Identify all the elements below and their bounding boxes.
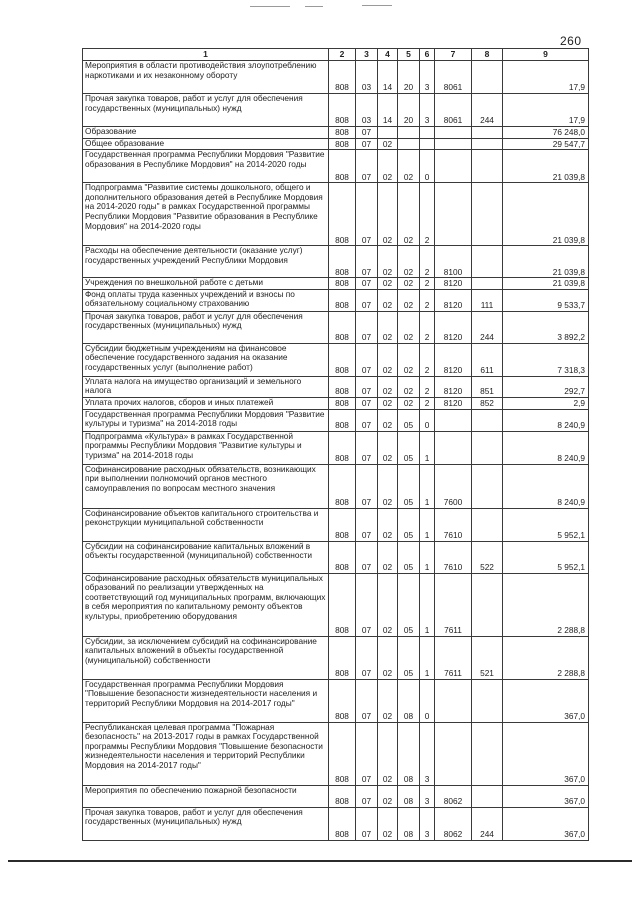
subsection-code: 02 bbox=[378, 150, 398, 183]
subprogram-code bbox=[420, 127, 435, 139]
target-article: 8061 bbox=[435, 61, 472, 94]
expense-type: 611 bbox=[472, 343, 503, 376]
subprogram-code: 2 bbox=[420, 397, 435, 409]
table-row bbox=[83, 785, 589, 807]
expense-type: 521 bbox=[472, 636, 503, 679]
amount: 21 039,8 bbox=[503, 150, 589, 183]
amount: 367,0 bbox=[503, 807, 589, 840]
table-row bbox=[83, 431, 589, 464]
table-row bbox=[83, 94, 589, 127]
amount: 21 039,8 bbox=[503, 246, 589, 278]
target-article: 8120 bbox=[435, 397, 472, 409]
expense-type: 522 bbox=[472, 541, 503, 573]
expense-type bbox=[472, 150, 503, 183]
subprogram-code: 1 bbox=[420, 636, 435, 679]
section-code: 07 bbox=[356, 311, 378, 343]
section-code: 07 bbox=[356, 343, 378, 376]
table-row bbox=[83, 343, 589, 376]
table-row bbox=[83, 573, 589, 636]
ministry-code: 808 bbox=[329, 541, 356, 573]
section-code: 07 bbox=[356, 127, 378, 139]
expense-type bbox=[472, 127, 503, 139]
ministry-code: 808 bbox=[329, 289, 356, 311]
expense-type bbox=[472, 246, 503, 278]
table-row bbox=[83, 722, 589, 785]
table-row bbox=[83, 636, 589, 679]
table-row bbox=[83, 807, 589, 840]
row-name: Образование bbox=[83, 127, 329, 139]
subprogram-code: 1 bbox=[420, 541, 435, 573]
program-code: 02 bbox=[398, 376, 420, 397]
expense-type bbox=[472, 464, 503, 508]
expense-type: 852 bbox=[472, 397, 503, 409]
subsection-code: 02 bbox=[378, 464, 398, 508]
subsection-code: 02 bbox=[378, 397, 398, 409]
row-name: Учреждения по внешкольной работе с детьми bbox=[83, 278, 329, 290]
target-article bbox=[435, 409, 472, 431]
subprogram-code: 1 bbox=[420, 573, 435, 636]
program-code: 02 bbox=[398, 343, 420, 376]
subsection-code: 14 bbox=[378, 61, 398, 94]
row-name: Прочая закупка товаров, работ и услуг для обеспечения государственных (муниципальных) нужд bbox=[83, 807, 329, 840]
subsection-code: 02 bbox=[378, 183, 398, 246]
page-number: 260 bbox=[560, 34, 582, 48]
table-row bbox=[83, 397, 589, 409]
col-header-program: 5 bbox=[398, 49, 420, 61]
target-article: 8062 bbox=[435, 807, 472, 840]
program-code: 05 bbox=[398, 636, 420, 679]
subprogram-code: 2 bbox=[420, 246, 435, 278]
table-row bbox=[83, 541, 589, 573]
ministry-code: 808 bbox=[329, 508, 356, 541]
row-name: Мероприятия в области противодействия злоупотреблению наркотиками и их незаконному обороту bbox=[83, 61, 329, 94]
subprogram-code: 3 bbox=[420, 61, 435, 94]
expense-type: 244 bbox=[472, 807, 503, 840]
program-code: 05 bbox=[398, 464, 420, 508]
program-code: 20 bbox=[398, 94, 420, 127]
ministry-code: 808 bbox=[329, 183, 356, 246]
program-code: 08 bbox=[398, 785, 420, 807]
expense-type bbox=[472, 409, 503, 431]
subprogram-code: 1 bbox=[420, 508, 435, 541]
section-code: 07 bbox=[356, 150, 378, 183]
target-article: 7600 bbox=[435, 464, 472, 508]
amount: 5 952,1 bbox=[503, 508, 589, 541]
amount: 367,0 bbox=[503, 679, 589, 722]
section-code: 07 bbox=[356, 573, 378, 636]
scan-artifact bbox=[362, 5, 392, 6]
subprogram-code: 1 bbox=[420, 431, 435, 464]
ministry-code: 808 bbox=[329, 246, 356, 278]
target-article: 7611 bbox=[435, 573, 472, 636]
amount: 2 288,8 bbox=[503, 573, 589, 636]
amount: 8 240,9 bbox=[503, 464, 589, 508]
ministry-code: 808 bbox=[329, 311, 356, 343]
subsection-code bbox=[378, 127, 398, 139]
amount: 292,7 bbox=[503, 376, 589, 397]
table-row bbox=[83, 278, 589, 290]
row-name: Субсидии бюджетным учреждениям на финансовое обеспечение государственного задания на оказание государственных услуг (выполнение работ) bbox=[83, 343, 329, 376]
subsection-code: 02 bbox=[378, 636, 398, 679]
section-code: 03 bbox=[356, 61, 378, 94]
expense-type bbox=[472, 183, 503, 246]
program-code: 02 bbox=[398, 289, 420, 311]
subsection-code: 14 bbox=[378, 94, 398, 127]
row-name: Государственная программа Республики Мордовия "Развитие образования в Республике Мордовия" на 2014-2020 годы bbox=[83, 150, 329, 183]
section-code: 07 bbox=[356, 289, 378, 311]
table-row bbox=[83, 289, 589, 311]
program-code bbox=[398, 127, 420, 139]
subsection-code: 02 bbox=[378, 409, 398, 431]
table-row bbox=[83, 376, 589, 397]
program-code: 08 bbox=[398, 807, 420, 840]
subprogram-code: 2 bbox=[420, 278, 435, 290]
col-header-subsection: 4 bbox=[378, 49, 398, 61]
row-name: Государственная программа Республики Мордовия "Повышение безопасности жизнедеятельности населения и территорий Республики Мордовия на 2014-2017 годы" bbox=[83, 679, 329, 722]
amount: 2 288,8 bbox=[503, 636, 589, 679]
budget-table bbox=[82, 48, 589, 841]
subprogram-code: 0 bbox=[420, 409, 435, 431]
target-article: 8120 bbox=[435, 311, 472, 343]
expense-type bbox=[472, 679, 503, 722]
table-row bbox=[83, 246, 589, 278]
ministry-code: 808 bbox=[329, 409, 356, 431]
table-row bbox=[83, 150, 589, 183]
target-article bbox=[435, 150, 472, 183]
ministry-code: 808 bbox=[329, 464, 356, 508]
amount: 29 547,7 bbox=[503, 138, 589, 150]
expense-type bbox=[472, 278, 503, 290]
target-article bbox=[435, 722, 472, 785]
target-article bbox=[435, 138, 472, 150]
program-code: 02 bbox=[398, 183, 420, 246]
subsection-code: 02 bbox=[378, 138, 398, 150]
subprogram-code: 3 bbox=[420, 807, 435, 840]
ministry-code: 808 bbox=[329, 343, 356, 376]
expense-type bbox=[472, 573, 503, 636]
target-article: 8061 bbox=[435, 94, 472, 127]
row-name: Софинансирование расходных обязательств муниципальных образований по реализации утвержденных на соответствующий год муниципальных программ, включающих в себя мероприятия по капитальному ремонту объектов культуры, приобретению оборудования bbox=[83, 573, 329, 636]
expense-type bbox=[472, 61, 503, 94]
ministry-code: 808 bbox=[329, 127, 356, 139]
section-code: 07 bbox=[356, 376, 378, 397]
target-article: 8062 bbox=[435, 785, 472, 807]
program-code: 05 bbox=[398, 409, 420, 431]
subsection-code: 02 bbox=[378, 508, 398, 541]
subprogram-code: 2 bbox=[420, 311, 435, 343]
row-name: Прочая закупка товаров, работ и услуг для обеспечения государственных (муниципальных) нужд bbox=[83, 311, 329, 343]
amount: 2,9 bbox=[503, 397, 589, 409]
amount: 76 248,0 bbox=[503, 127, 589, 139]
ministry-code: 808 bbox=[329, 278, 356, 290]
row-name: Подпрограмма «Культура» в рамках Государственной программы Республики Мордовия "Развитие культуры и туризма" на 2014-2018 годы bbox=[83, 431, 329, 464]
ministry-code: 808 bbox=[329, 573, 356, 636]
target-article bbox=[435, 127, 472, 139]
table-row bbox=[83, 183, 589, 246]
section-code: 07 bbox=[356, 636, 378, 679]
ministry-code: 808 bbox=[329, 376, 356, 397]
target-article bbox=[435, 431, 472, 464]
target-article: 8120 bbox=[435, 278, 472, 290]
subprogram-code: 2 bbox=[420, 289, 435, 311]
target-article: 7610 bbox=[435, 541, 472, 573]
ministry-code: 808 bbox=[329, 722, 356, 785]
row-name: Уплата налога на имущество организаций и земельного налога bbox=[83, 376, 329, 397]
section-code: 07 bbox=[356, 807, 378, 840]
program-code bbox=[398, 138, 420, 150]
table-row bbox=[83, 409, 589, 431]
section-code: 07 bbox=[356, 508, 378, 541]
row-name: Фонд оплаты труда казенных учреждений и взносы по обязательному социальному страхованию bbox=[83, 289, 329, 311]
scan-artifact bbox=[250, 6, 290, 7]
section-code: 07 bbox=[356, 397, 378, 409]
subprogram-code: 3 bbox=[420, 785, 435, 807]
subprogram-code: 0 bbox=[420, 679, 435, 722]
program-code: 05 bbox=[398, 541, 420, 573]
subsection-code: 02 bbox=[378, 573, 398, 636]
amount: 17,9 bbox=[503, 61, 589, 94]
subsection-code: 02 bbox=[378, 679, 398, 722]
expense-type bbox=[472, 138, 503, 150]
program-code: 20 bbox=[398, 61, 420, 94]
program-code: 02 bbox=[398, 150, 420, 183]
program-code: 08 bbox=[398, 722, 420, 785]
section-code: 07 bbox=[356, 785, 378, 807]
section-code: 07 bbox=[356, 409, 378, 431]
section-code: 07 bbox=[356, 464, 378, 508]
subsection-code: 02 bbox=[378, 722, 398, 785]
subprogram-code bbox=[420, 138, 435, 150]
table-row bbox=[83, 61, 589, 94]
ministry-code: 808 bbox=[329, 397, 356, 409]
section-code: 03 bbox=[356, 94, 378, 127]
program-code: 05 bbox=[398, 508, 420, 541]
program-code: 08 bbox=[398, 679, 420, 722]
target-article: 8120 bbox=[435, 343, 472, 376]
program-code: 02 bbox=[398, 246, 420, 278]
program-code: 02 bbox=[398, 311, 420, 343]
amount: 5 952,1 bbox=[503, 541, 589, 573]
target-article: 7611 bbox=[435, 636, 472, 679]
row-name: Субсидии, за исключением субсидий на софинансирование капитальных вложений в объекты государственной (муниципальной) собственности bbox=[83, 636, 329, 679]
ministry-code: 808 bbox=[329, 94, 356, 127]
subsection-code: 02 bbox=[378, 289, 398, 311]
amount: 367,0 bbox=[503, 785, 589, 807]
row-name: Уплата прочих налогов, сборов и иных платежей bbox=[83, 397, 329, 409]
col-header-expense-type: 8 bbox=[472, 49, 503, 61]
ministry-code: 808 bbox=[329, 138, 356, 150]
subsection-code: 02 bbox=[378, 246, 398, 278]
expense-type: 111 bbox=[472, 289, 503, 311]
ministry-code: 808 bbox=[329, 807, 356, 840]
subsection-code: 02 bbox=[378, 541, 398, 573]
ministry-code: 808 bbox=[329, 679, 356, 722]
row-name: Прочая закупка товаров, работ и услуг для обеспечения государственных (муниципальных) нужд bbox=[83, 94, 329, 127]
expense-type bbox=[472, 431, 503, 464]
subsection-code: 02 bbox=[378, 278, 398, 290]
amount: 9 533,7 bbox=[503, 289, 589, 311]
table-row bbox=[83, 679, 589, 722]
target-article: 8120 bbox=[435, 376, 472, 397]
program-code: 05 bbox=[398, 431, 420, 464]
row-name: Софинансирование объектов капитального строительства и реконструкции муниципальной собственности bbox=[83, 508, 329, 541]
section-code: 07 bbox=[356, 679, 378, 722]
row-name: Расходы на обеспечение деятельности (оказание услуг) государственных учреждений Республики Мордовия bbox=[83, 246, 329, 278]
section-code: 07 bbox=[356, 541, 378, 573]
amount: 8 240,9 bbox=[503, 431, 589, 464]
section-code: 07 bbox=[356, 278, 378, 290]
row-name: Республиканская целевая программа "Пожарная безопасность" на 2013-2017 годы в рамках Государственной программы Республики Мордовия "Повышение безопасности жизнедеятельности населения и территорий Республики Мордовия на 2014-2017 годы" bbox=[83, 722, 329, 785]
col-header-subprogram: 6 bbox=[420, 49, 435, 61]
subsection-code: 02 bbox=[378, 807, 398, 840]
row-name: Софинансирование расходных обязательств, возникающих при выполнении полномочий органов местного самоуправления по вопросам местного значения bbox=[83, 464, 329, 508]
table-row bbox=[83, 311, 589, 343]
subprogram-code: 2 bbox=[420, 183, 435, 246]
subsection-code: 02 bbox=[378, 311, 398, 343]
program-code: 05 bbox=[398, 573, 420, 636]
target-article: 8100 bbox=[435, 246, 472, 278]
program-code: 02 bbox=[398, 397, 420, 409]
target-article bbox=[435, 679, 472, 722]
row-name: Государственная программа Республики Мордовия "Развитие культуры и туризма" на 2014-2018 годы bbox=[83, 409, 329, 431]
target-article: 7610 bbox=[435, 508, 472, 541]
amount: 7 318,3 bbox=[503, 343, 589, 376]
subprogram-code: 3 bbox=[420, 94, 435, 127]
row-name: Общее образование bbox=[83, 138, 329, 150]
expense-type bbox=[472, 508, 503, 541]
table-row bbox=[83, 127, 589, 139]
subsection-code: 02 bbox=[378, 785, 398, 807]
program-code: 02 bbox=[398, 278, 420, 290]
subsection-code: 02 bbox=[378, 431, 398, 464]
section-code: 07 bbox=[356, 183, 378, 246]
section-code: 07 bbox=[356, 138, 378, 150]
ministry-code: 808 bbox=[329, 785, 356, 807]
row-name: Субсидии на софинансирование капитальных вложений в объекты государственной (муниципальной) собственности bbox=[83, 541, 329, 573]
section-code: 07 bbox=[356, 722, 378, 785]
target-article: 8120 bbox=[435, 289, 472, 311]
col-header-name: 1 bbox=[83, 49, 329, 61]
ministry-code: 808 bbox=[329, 431, 356, 464]
col-header-section: 3 bbox=[356, 49, 378, 61]
row-name: Подпрограмма "Развитие системы дошкольного, общего и дополнительного образования детей в Республике Мордовия на 2014-2020 годы" в рамках Государственной программы Республики Мордовия "Развитие образования в Республике Мордовия" на 2014-2020 годы bbox=[83, 183, 329, 246]
row-name: Мероприятия по обеспечению пожарной безопасности bbox=[83, 785, 329, 807]
header-row bbox=[83, 49, 589, 61]
ministry-code: 808 bbox=[329, 150, 356, 183]
subprogram-code: 2 bbox=[420, 376, 435, 397]
section-code: 07 bbox=[356, 246, 378, 278]
subsection-code: 02 bbox=[378, 343, 398, 376]
section-code: 07 bbox=[356, 431, 378, 464]
expense-type bbox=[472, 722, 503, 785]
amount: 367,0 bbox=[503, 722, 589, 785]
subprogram-code: 3 bbox=[420, 722, 435, 785]
col-header-ministry: 2 bbox=[329, 49, 356, 61]
table-row bbox=[83, 464, 589, 508]
scan-artifact bbox=[305, 6, 323, 7]
amount: 8 240,9 bbox=[503, 409, 589, 431]
table-row bbox=[83, 508, 589, 541]
expense-type bbox=[472, 785, 503, 807]
subsection-code: 02 bbox=[378, 376, 398, 397]
col-header-amount: 9 bbox=[503, 49, 589, 61]
amount: 21 039,8 bbox=[503, 183, 589, 246]
expense-type: 244 bbox=[472, 94, 503, 127]
subprogram-code: 2 bbox=[420, 343, 435, 376]
ministry-code: 808 bbox=[329, 636, 356, 679]
page-bottom-rule bbox=[8, 860, 632, 862]
table-row bbox=[83, 138, 589, 150]
target-article bbox=[435, 183, 472, 246]
amount: 17,9 bbox=[503, 94, 589, 127]
expense-type: 244 bbox=[472, 311, 503, 343]
amount: 3 892,2 bbox=[503, 311, 589, 343]
subprogram-code: 1 bbox=[420, 464, 435, 508]
subprogram-code: 0 bbox=[420, 150, 435, 183]
col-header-target-article: 7 bbox=[435, 49, 472, 61]
amount: 21 039,8 bbox=[503, 278, 589, 290]
expense-type: 851 bbox=[472, 376, 503, 397]
ministry-code: 808 bbox=[329, 61, 356, 94]
